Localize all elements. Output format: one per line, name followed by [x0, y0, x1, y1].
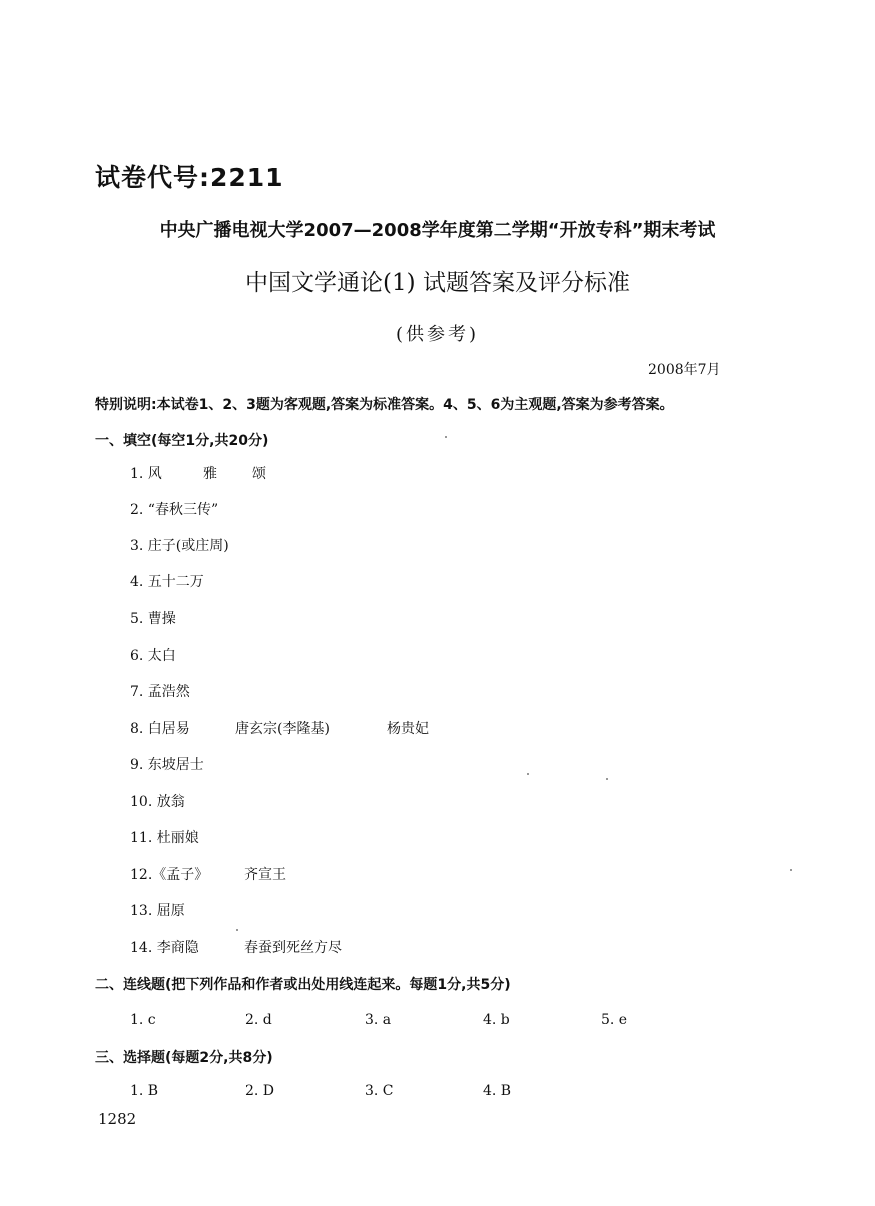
reference-note: (供参考): [395, 324, 480, 345]
s1-item-8b: 唐玄宗(李隆基): [235, 721, 330, 737]
section2-heading: 二、连线题(把下列作品和作者或出处用线连起来。每题1分,共5分): [95, 977, 511, 993]
s1-item-11: 11. 杜丽娘: [130, 830, 199, 846]
s2-answer-5: 5. e: [601, 1012, 628, 1028]
scan-speck: [606, 778, 608, 780]
s1-item-10: 10. 放翁: [130, 794, 185, 810]
s1-item-2: 2. “春秋三传”: [130, 502, 219, 518]
s1-item-1b: 雅: [203, 466, 217, 482]
special-note: 特别说明:本试卷1、2、3题为客观题,答案为标准答案。4、5、6为主观题,答案为参考答案。: [95, 397, 674, 413]
date: 2008年7月: [648, 362, 721, 378]
scan-speck: [790, 869, 792, 871]
s1-item-1a: 1. 风: [130, 466, 162, 482]
s1-item-7: 7. 孟浩然: [130, 684, 190, 700]
section3-heading: 三、选择题(每题2分,共8分): [95, 1050, 273, 1066]
s2-answer-2: 2. d: [245, 1012, 272, 1028]
page-number: 1282: [98, 1110, 137, 1128]
s2-answer-1: 1. c: [130, 1012, 156, 1028]
s1-item-12b: 齐宣王: [244, 867, 286, 883]
s3-answer-3: 3. C: [365, 1083, 394, 1099]
scan-speck: [445, 436, 447, 438]
s1-item-8c: 杨贵妃: [387, 721, 429, 737]
s1-item-9: 9. 东坡居士: [130, 757, 204, 773]
paper-code: 试卷代号:2211: [95, 163, 284, 192]
s1-item-1c: 颂: [252, 466, 266, 482]
s1-item-12a: 12.《孟子》: [130, 867, 209, 883]
s1-item-3: 3. 庄子(或庄周): [130, 538, 229, 554]
s3-answer-1: 1. B: [130, 1083, 159, 1099]
scan-speck: [236, 929, 238, 931]
s1-item-14b: 春蚕到死丝方尽: [244, 940, 342, 956]
s2-answer-3: 3. a: [365, 1012, 392, 1028]
course-title: 中国文学通论(1) 试题答案及评分标准: [245, 270, 630, 296]
section1-heading: 一、填空(每空1分,共20分): [95, 433, 269, 449]
s2-answer-4: 4. b: [483, 1012, 510, 1028]
s3-answer-2: 2. D: [245, 1083, 275, 1099]
s1-item-5: 5. 曹操: [130, 611, 176, 627]
s1-item-14a: 14. 李商隐: [130, 940, 199, 956]
s1-item-4: 4. 五十二万: [130, 574, 204, 590]
exam-title: 中央广播电视大学2007—2008学年度第二学期“开放专科”期末考试: [159, 220, 716, 241]
s3-answer-4: 4. B: [483, 1083, 512, 1099]
s1-item-6: 6. 太白: [130, 648, 176, 664]
s1-item-8a: 8. 白居易: [130, 721, 190, 737]
s1-item-13: 13. 屈原: [130, 903, 185, 919]
scan-speck: [527, 773, 529, 775]
